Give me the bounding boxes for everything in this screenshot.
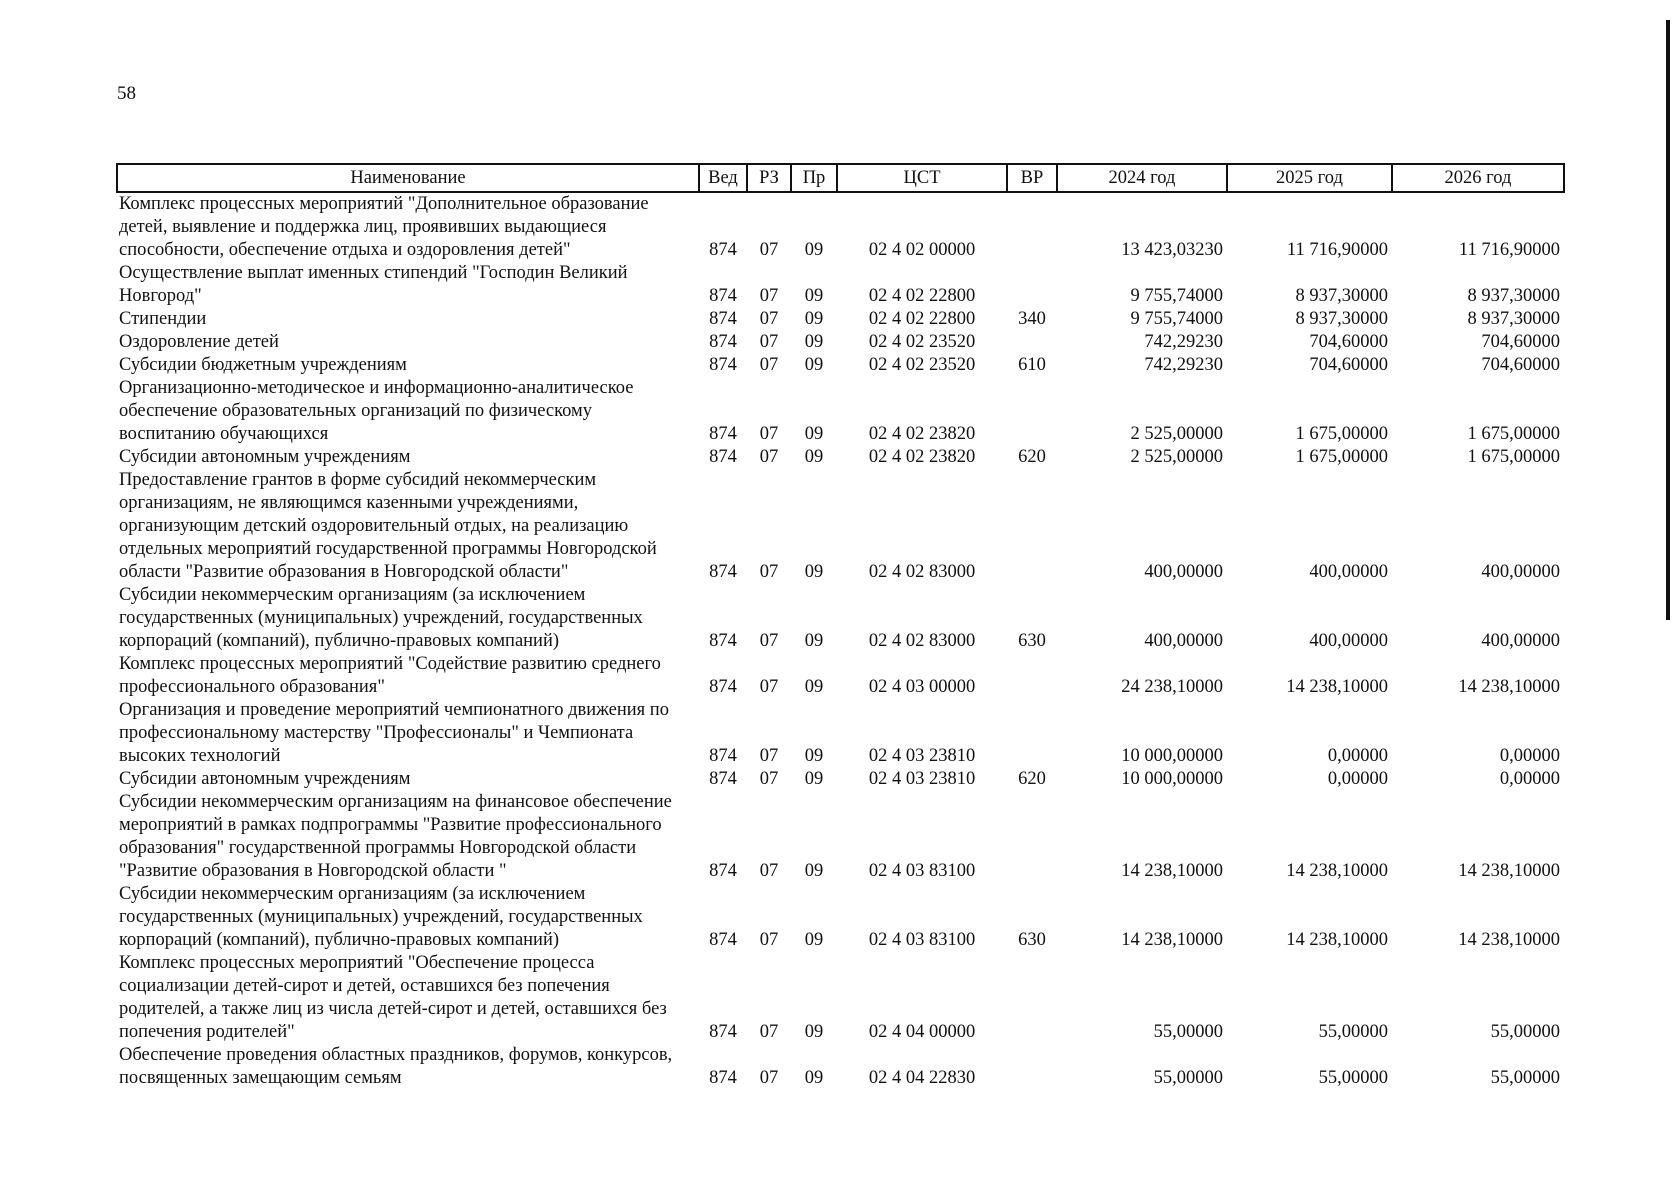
row-name: Субсидии некоммерческим организациям (за исключением государственных (муниципальных) учреждений, государственных корпораций (компаний), публично-правовых компаний)	[119, 585, 643, 651]
row-pr: 09	[804, 1022, 824, 1042]
table-row	[117, 446, 1564, 469]
row-2025: 0,00000	[1327, 769, 1388, 789]
row-2026: 400,00000	[1481, 631, 1560, 651]
row-pr: 09	[804, 769, 824, 789]
page-number: 58	[117, 83, 136, 104]
row-vr: 630	[1018, 631, 1046, 651]
row-cst: 02 4 03 83100	[868, 861, 976, 881]
row-2024: 13 423,03230	[1121, 240, 1223, 260]
row-pr: 09	[804, 1068, 824, 1088]
row-pr: 09	[804, 677, 824, 697]
header-cst: ЦСТ	[837, 164, 1007, 192]
row-2025: 55,00000	[1318, 1068, 1388, 1088]
row-2024: 24 238,10000	[1121, 677, 1223, 697]
row-ved: 874	[709, 631, 737, 651]
row-2025: 14 238,10000	[1286, 677, 1388, 697]
row-vr: 630	[1018, 930, 1046, 950]
row-2026: 0,00000	[1499, 746, 1560, 766]
row-2026: 55,00000	[1490, 1022, 1560, 1042]
row-2024: 742,29230	[1144, 332, 1223, 352]
table-row	[117, 584, 1564, 653]
row-name: Субсидии автономным учреждениям	[119, 769, 411, 789]
row-rz: 07	[759, 930, 779, 950]
row-2024: 10 000,00000	[1121, 769, 1223, 789]
row-2024: 14 238,10000	[1121, 930, 1223, 950]
row-vr	[1007, 192, 1057, 262]
row-pr: 09	[804, 355, 824, 375]
row-2024: 2 525,00000	[1130, 424, 1223, 444]
row-cst: 02 4 02 23520	[868, 332, 976, 352]
scan-edge-line	[1666, 20, 1670, 620]
row-2026: 14 238,10000	[1458, 861, 1560, 881]
row-2025: 1 675,00000	[1295, 447, 1388, 467]
row-pr: 09	[804, 240, 824, 260]
row-2024: 9 755,74000	[1130, 286, 1223, 306]
row-vr	[1007, 791, 1057, 883]
row-rz: 07	[759, 562, 779, 582]
row-vr	[1007, 1044, 1057, 1090]
row-name: Осуществление выплат именных стипендий "Господин Великий Новгород"	[119, 263, 628, 306]
row-name: Предоставление грантов в форме субсидий некоммерческим организациям, не являющимся казенными учреждениями, организующим детский оздоровительный отдых, на реализацию отдельных мероприятий государственной программы Новгородской области "Развитие образования в Новгородской области"	[119, 470, 657, 582]
row-ved: 874	[709, 562, 737, 582]
row-vr	[1007, 952, 1057, 1044]
row-2026: 704,60000	[1481, 355, 1560, 375]
row-ved: 874	[709, 930, 737, 950]
table-row	[117, 883, 1564, 952]
row-pr: 09	[804, 746, 824, 766]
row-2024: 14 238,10000	[1121, 861, 1223, 881]
row-cst: 02 4 03 23810	[868, 746, 976, 766]
row-cst: 02 4 02 83000	[868, 631, 976, 651]
header-2026: 2026 год	[1392, 164, 1564, 192]
row-2024: 2 525,00000	[1130, 447, 1223, 467]
row-2026: 11 716,90000	[1458, 240, 1560, 260]
row-ved: 874	[709, 424, 737, 444]
row-cst: 02 4 02 22800	[868, 286, 976, 306]
row-2025: 14 238,10000	[1286, 930, 1388, 950]
row-vr	[1007, 469, 1057, 584]
row-rz: 07	[759, 861, 779, 881]
row-2025: 14 238,10000	[1286, 861, 1388, 881]
row-vr	[1007, 262, 1057, 308]
row-vr	[1007, 699, 1057, 768]
header-rz: РЗ	[747, 164, 791, 192]
row-pr: 09	[804, 286, 824, 306]
table-row	[117, 653, 1564, 699]
row-rz: 07	[759, 240, 779, 260]
row-pr: 09	[804, 447, 824, 467]
row-rz: 07	[759, 677, 779, 697]
row-name: Субсидии некоммерческим организациям на финансовое обеспечение мероприятий в рамках подпрограммы "Развитие профессионального образования" государственной программы Новгородской области "Развитие образования в Новгородской области "	[119, 792, 672, 881]
row-vr: 620	[1018, 769, 1046, 789]
row-rz: 07	[759, 424, 779, 444]
row-ved: 874	[709, 240, 737, 260]
row-2024: 400,00000	[1144, 562, 1223, 582]
row-2026: 1 675,00000	[1467, 424, 1560, 444]
row-2026: 704,60000	[1481, 332, 1560, 352]
row-name: Субсидии бюджетным учреждениям	[119, 355, 407, 375]
row-cst: 02 4 02 22800	[868, 309, 976, 329]
table-row	[117, 262, 1564, 308]
row-2026: 0,00000	[1499, 769, 1560, 789]
row-2024: 9 755,74000	[1130, 309, 1223, 329]
table-row	[117, 768, 1564, 791]
table-row	[117, 952, 1564, 1044]
row-2025: 704,60000	[1309, 355, 1388, 375]
header-ved: Вед	[699, 164, 747, 192]
row-vr: 340	[1018, 309, 1046, 329]
row-rz: 07	[759, 309, 779, 329]
row-2025: 400,00000	[1309, 631, 1388, 651]
row-rz: 07	[759, 769, 779, 789]
row-2026: 1 675,00000	[1467, 447, 1560, 467]
row-rz: 07	[759, 447, 779, 467]
row-rz: 07	[759, 631, 779, 651]
row-pr: 09	[804, 562, 824, 582]
table-row	[117, 331, 1564, 354]
row-name: Обеспечение проведения областных праздников, форумов, конкурсов, посвященных замещающим семьям	[119, 1045, 673, 1088]
row-2025: 11 716,90000	[1286, 240, 1388, 260]
row-vr	[1007, 377, 1057, 446]
row-ved: 874	[709, 286, 737, 306]
row-ved: 874	[709, 769, 737, 789]
row-vr: 610	[1018, 355, 1046, 375]
table-row	[117, 192, 1564, 262]
row-ved: 874	[709, 447, 737, 467]
row-name: Комплекс процессных мероприятий "Содействие развитию среднего профессионального образования"	[119, 654, 661, 697]
header-name: Наименование	[117, 164, 699, 192]
row-cst: 02 4 03 00000	[868, 677, 976, 697]
table-row	[117, 699, 1564, 768]
row-pr: 09	[804, 631, 824, 651]
header-2024: 2024 год	[1057, 164, 1227, 192]
row-rz: 07	[759, 332, 779, 352]
table-row	[117, 308, 1564, 331]
table-row	[117, 791, 1564, 883]
row-pr: 09	[804, 424, 824, 444]
row-cst: 02 4 02 23820	[868, 447, 976, 467]
table-row	[117, 1044, 1564, 1090]
row-2025: 0,00000	[1327, 746, 1388, 766]
row-rz: 07	[759, 355, 779, 375]
row-2024: 400,00000	[1144, 631, 1223, 651]
row-ved: 874	[709, 861, 737, 881]
row-rz: 07	[759, 286, 779, 306]
row-rz: 07	[759, 746, 779, 766]
row-cst: 02 4 02 23520	[868, 355, 976, 375]
header-vr: ВР	[1007, 164, 1057, 192]
row-name: Субсидии автономным учреждениям	[119, 447, 411, 467]
row-ved: 874	[709, 677, 737, 697]
header-row	[117, 164, 1564, 192]
row-ved: 874	[709, 332, 737, 352]
row-vr	[1007, 653, 1057, 699]
row-pr: 09	[804, 332, 824, 352]
row-cst: 02 4 03 83100	[868, 930, 976, 950]
row-cst: 02 4 02 00000	[868, 240, 976, 260]
row-2024: 10 000,00000	[1121, 746, 1223, 766]
table-row	[117, 469, 1564, 584]
row-name: Организация и проведение мероприятий чемпионатного движения по профессиональному мастерству "Профессионалы" и Чемпионата высоких технологий	[119, 700, 669, 766]
row-2024: 742,29230	[1144, 355, 1223, 375]
row-ved: 874	[709, 355, 737, 375]
row-name: Оздоровление детей	[119, 332, 279, 352]
row-name: Субсидии некоммерческим организациям (за исключением государственных (муниципальных) учреждений, государственных корпораций (компаний), публично-правовых компаний)	[119, 884, 643, 950]
row-2026: 14 238,10000	[1458, 930, 1560, 950]
row-2026: 8 937,30000	[1467, 309, 1560, 329]
row-2025: 8 937,30000	[1295, 286, 1388, 306]
row-2025: 400,00000	[1309, 562, 1388, 582]
row-2025: 1 675,00000	[1295, 424, 1388, 444]
row-cst: 02 4 03 23810	[868, 769, 976, 789]
row-pr: 09	[804, 861, 824, 881]
row-cst: 02 4 02 23820	[868, 424, 976, 444]
row-cst: 02 4 02 83000	[868, 562, 976, 582]
table-row	[117, 354, 1564, 377]
row-2025: 704,60000	[1309, 332, 1388, 352]
row-2024: 55,00000	[1153, 1068, 1223, 1088]
row-vr	[1007, 331, 1057, 354]
row-name: Организационно-методическое и информационно-аналитическое обеспечение образовательных организаций по физическому воспитанию обучающихся	[119, 378, 634, 444]
row-name: Комплекс процессных мероприятий "Дополнительное образование детей, выявление и поддержка лиц, проявивших выдающиеся способности, обеспечение отдыха и оздоровления детей"	[119, 194, 649, 260]
row-2026: 55,00000	[1490, 1068, 1560, 1088]
row-name: Стипендии	[119, 309, 207, 329]
row-ved: 874	[709, 309, 737, 329]
table-row	[117, 377, 1564, 446]
row-vr: 620	[1018, 447, 1046, 467]
row-ved: 874	[709, 1022, 737, 1042]
row-ved: 874	[709, 1068, 737, 1088]
header-2025: 2025 год	[1227, 164, 1392, 192]
row-2026: 400,00000	[1481, 562, 1560, 582]
row-ved: 874	[709, 746, 737, 766]
row-2025: 8 937,30000	[1295, 309, 1388, 329]
row-name: Комплекс процессных мероприятий "Обеспечение процесса социализации детей-сирот и детей, оставшихся без попечения родителей, а также лиц из числа детей-сирот и детей, оставшихся без попечения родителей"	[119, 953, 667, 1042]
row-cst: 02 4 04 22830	[868, 1068, 976, 1088]
row-2026: 14 238,10000	[1458, 677, 1560, 697]
row-2024: 55,00000	[1153, 1022, 1223, 1042]
row-pr: 09	[804, 309, 824, 329]
row-cst: 02 4 04 00000	[868, 1022, 976, 1042]
row-rz: 07	[759, 1068, 779, 1088]
budget-table	[116, 163, 1565, 1090]
header-pr: Пр	[791, 164, 837, 192]
row-pr: 09	[804, 930, 824, 950]
row-2025: 55,00000	[1318, 1022, 1388, 1042]
row-2026: 8 937,30000	[1467, 286, 1560, 306]
row-rz: 07	[759, 1022, 779, 1042]
